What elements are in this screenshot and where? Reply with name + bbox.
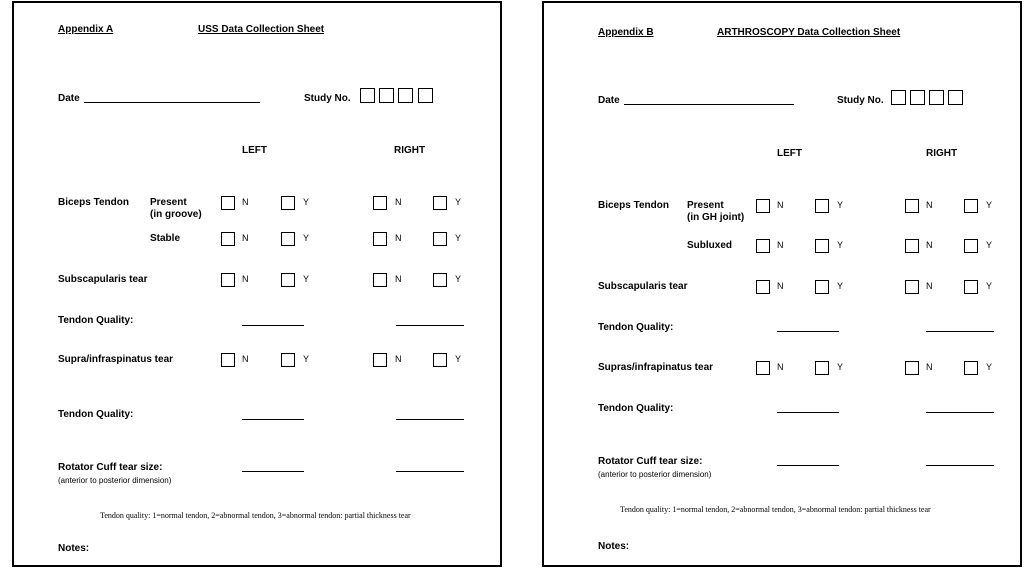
checkbox-left-no[interactable]: [221, 353, 235, 367]
option-yes: Y: [455, 233, 462, 243]
tendon-quality-left-field[interactable]: [777, 412, 839, 413]
checkbox-left-yes[interactable]: [281, 232, 295, 246]
option-no: N: [926, 362, 933, 372]
checkbox-right-no[interactable]: [373, 273, 387, 287]
tendon-quality-right-field[interactable]: [396, 325, 464, 326]
checkbox-left-no[interactable]: [221, 232, 235, 246]
study-digit-box[interactable]: [360, 88, 375, 103]
supraspinatus-tear-label: Supra/infraspinatus tear: [58, 354, 174, 365]
date-field[interactable]: [624, 104, 794, 105]
option-no: N: [242, 354, 249, 364]
right-column-header: RIGHT: [394, 145, 426, 156]
sheet-appendix-b: [542, 1, 1022, 567]
study-digit-box[interactable]: [910, 90, 925, 105]
appendix-label: Appendix A: [58, 24, 114, 35]
checkbox-left-yes[interactable]: [815, 199, 829, 213]
study-no-label: Study No.: [837, 95, 884, 106]
rotator-cuff-right-field[interactable]: [926, 465, 994, 466]
checkbox-right-yes[interactable]: [433, 196, 447, 210]
option-yes: Y: [837, 362, 844, 372]
tendon-quality-right-field[interactable]: [926, 331, 994, 332]
present-sub-label: (in GH joint): [687, 212, 745, 223]
option-yes: Y: [303, 354, 310, 364]
checkbox-left-no[interactable]: [756, 239, 770, 253]
checkbox-right-no[interactable]: [905, 199, 919, 213]
checkbox-right-yes[interactable]: [433, 353, 447, 367]
rotator-cuff-sub-label: (anterior to posterior dimension): [598, 470, 712, 479]
stable-label: Stable: [150, 233, 181, 244]
sheet-title: USS Data Collection Sheet: [198, 24, 325, 35]
tendon-quality-left-field[interactable]: [242, 325, 304, 326]
option-no: N: [395, 197, 402, 207]
tendon-quality-right-field[interactable]: [926, 412, 994, 413]
checkbox-right-no[interactable]: [373, 353, 387, 367]
subscapularis-tear-label: Subscapularis tear: [58, 274, 148, 285]
date-label: Date: [598, 95, 620, 106]
notes-label: Notes:: [598, 541, 630, 552]
tendon-quality-label: Tendon Quality:: [58, 409, 134, 420]
checkbox-left-yes[interactable]: [281, 196, 295, 210]
checkbox-left-yes[interactable]: [815, 280, 829, 294]
option-yes: Y: [837, 281, 844, 291]
rotator-cuff-right-field[interactable]: [396, 471, 464, 472]
checkbox-left-yes[interactable]: [815, 239, 829, 253]
tendon-quality-footnote: Tendon quality: 1=normal tendon, 2=abnormal tendon, 3=abnormal tendon: partial thickness tear: [620, 505, 931, 514]
rotator-cuff-left-field[interactable]: [242, 471, 304, 472]
study-digit-box[interactable]: [379, 88, 394, 103]
checkbox-right-no[interactable]: [373, 232, 387, 246]
option-no: N: [777, 281, 784, 291]
option-no: N: [777, 200, 784, 210]
sheet-appendix-a: [12, 1, 502, 567]
study-digit-box[interactable]: [398, 88, 413, 103]
option-no: N: [242, 274, 249, 284]
date-label: Date: [58, 93, 80, 104]
rotator-cuff-tear-size-label: Rotator Cuff tear size:: [58, 462, 163, 473]
present-label: Present: [687, 200, 724, 211]
option-yes: Y: [455, 274, 462, 284]
checkbox-left-no[interactable]: [756, 199, 770, 213]
checkbox-left-yes[interactable]: [815, 361, 829, 375]
option-no: N: [777, 362, 784, 372]
checkbox-right-yes[interactable]: [964, 280, 978, 294]
option-yes: Y: [455, 354, 462, 364]
option-no: N: [395, 354, 402, 364]
option-no: N: [242, 233, 249, 243]
option-yes: Y: [986, 281, 993, 291]
rotator-cuff-tear-size-label: Rotator Cuff tear size:: [598, 456, 703, 467]
study-digit-box[interactable]: [418, 88, 433, 103]
left-column-header: LEFT: [242, 145, 267, 156]
tendon-quality-right-field[interactable]: [396, 419, 464, 420]
supraspinatus-tear-label: Supras/infrapinatus tear: [598, 362, 714, 373]
option-yes: Y: [986, 200, 993, 210]
present-sub-label: (in groove): [150, 209, 202, 220]
checkbox-left-yes[interactable]: [281, 273, 295, 287]
tendon-quality-left-field[interactable]: [777, 331, 839, 332]
appendix-label: Appendix B: [598, 27, 654, 38]
checkbox-right-no[interactable]: [905, 239, 919, 253]
right-column-header: RIGHT: [926, 148, 958, 159]
option-yes: Y: [986, 240, 993, 250]
left-column-header: LEFT: [777, 148, 802, 159]
checkbox-left-yes[interactable]: [281, 353, 295, 367]
checkbox-left-no[interactable]: [221, 196, 235, 210]
checkbox-right-no[interactable]: [905, 361, 919, 375]
checkbox-right-yes[interactable]: [433, 232, 447, 246]
date-field[interactable]: [84, 102, 260, 103]
rotator-cuff-left-field[interactable]: [777, 465, 839, 466]
biceps-tendon-label: Biceps Tendon: [58, 197, 129, 208]
rotator-cuff-sub-label: (anterior to posterior dimension): [58, 476, 172, 485]
sheet-title: ARTHROSCOPY Data Collection Sheet: [717, 27, 901, 38]
tendon-quality-footnote: Tendon quality: 1=normal tendon, 2=abnormal tendon, 3=abnormal tendon: partial thickness tear: [100, 511, 411, 520]
option-no: N: [926, 240, 933, 250]
present-label: Present: [150, 197, 187, 208]
checkbox-right-yes[interactable]: [964, 199, 978, 213]
option-yes: Y: [455, 197, 462, 207]
option-yes: Y: [303, 274, 310, 284]
option-yes: Y: [986, 362, 993, 372]
option-no: N: [395, 233, 402, 243]
option-no: N: [242, 197, 249, 207]
study-digit-box[interactable]: [891, 90, 906, 105]
biceps-tendon-label: Biceps Tendon: [598, 200, 669, 211]
checkbox-right-yes[interactable]: [433, 273, 447, 287]
option-no: N: [926, 200, 933, 210]
option-no: N: [777, 240, 784, 250]
notes-label: Notes:: [58, 543, 90, 554]
option-yes: Y: [303, 233, 310, 243]
study-digit-box[interactable]: [929, 90, 944, 105]
checkbox-left-no[interactable]: [756, 361, 770, 375]
tendon-quality-label: Tendon Quality:: [58, 315, 134, 326]
checkbox-right-no[interactable]: [373, 196, 387, 210]
option-no: N: [395, 274, 402, 284]
checkbox-right-no[interactable]: [905, 280, 919, 294]
tendon-quality-left-field[interactable]: [242, 419, 304, 420]
checkbox-left-no[interactable]: [756, 280, 770, 294]
checkbox-right-yes[interactable]: [964, 361, 978, 375]
option-yes: Y: [837, 200, 844, 210]
study-no-label: Study No.: [304, 93, 351, 104]
option-yes: Y: [837, 240, 844, 250]
subluxed-label: Subluxed: [687, 240, 733, 251]
checkbox-right-yes[interactable]: [964, 239, 978, 253]
option-no: N: [926, 281, 933, 291]
study-digit-box[interactable]: [948, 90, 963, 105]
tendon-quality-label: Tendon Quality:: [598, 322, 674, 333]
tendon-quality-label: Tendon Quality:: [598, 403, 674, 414]
subscapularis-tear-label: Subscapularis tear: [598, 281, 688, 292]
option-yes: Y: [303, 197, 310, 207]
checkbox-left-no[interactable]: [221, 273, 235, 287]
